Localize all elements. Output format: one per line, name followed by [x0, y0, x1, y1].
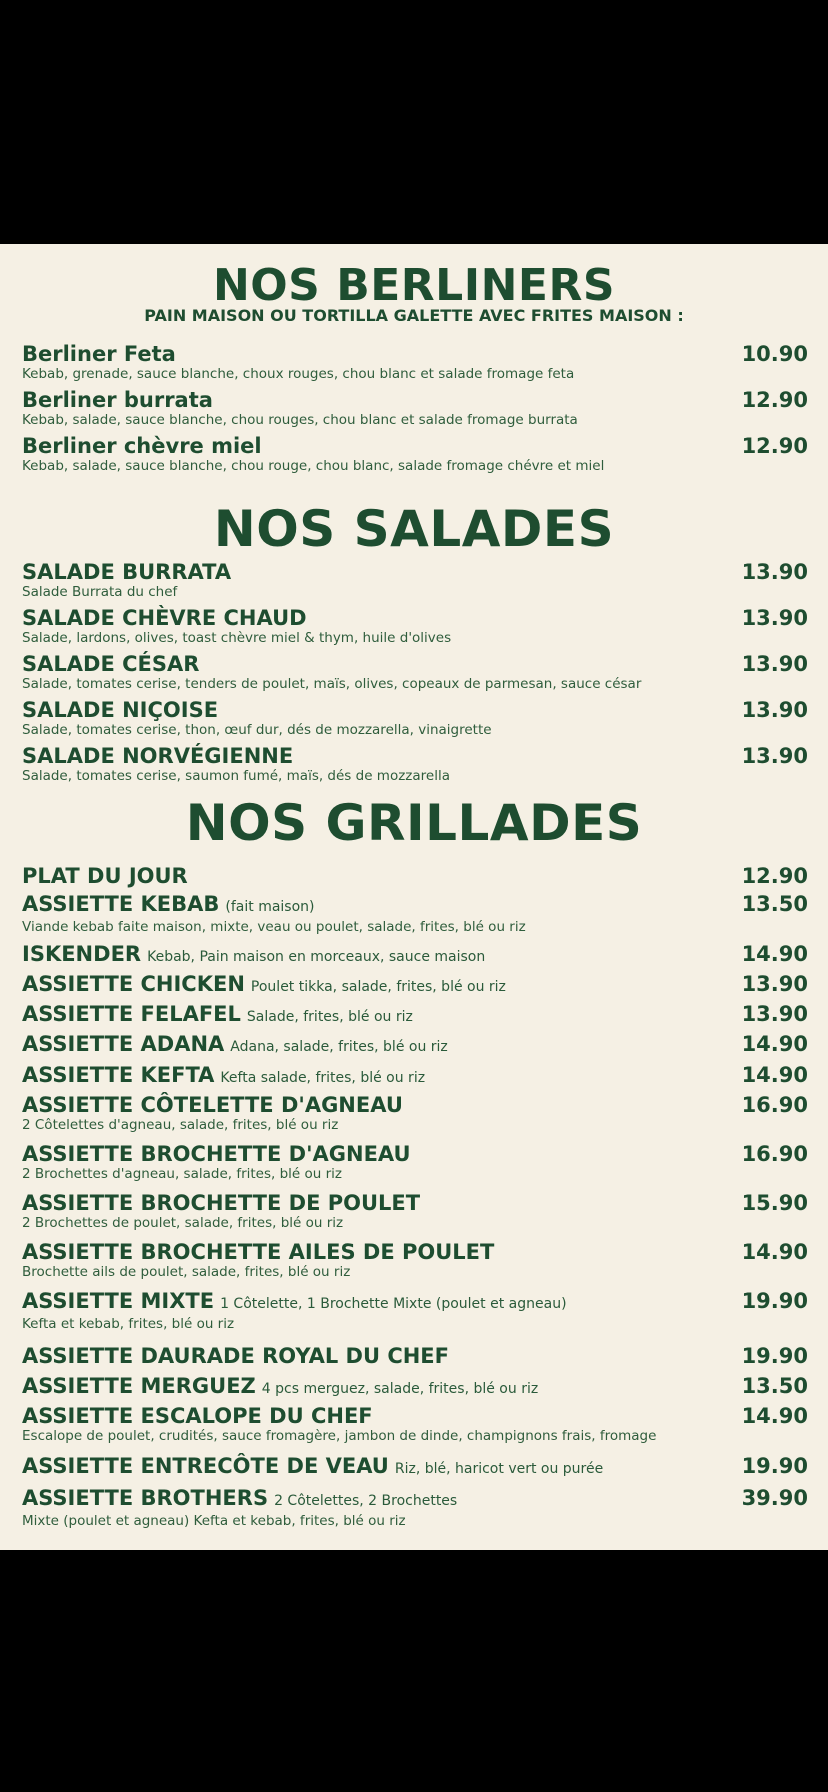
item-price: 14.90	[741, 1404, 808, 1428]
item-price: 13.90	[741, 698, 808, 722]
item-name-text: ISKENDER	[22, 942, 142, 966]
item-description: Kebab, salade, sauce blanche, chou rouges, chou blanc et salade fromage burrata	[22, 412, 578, 428]
item-price: 19.90	[741, 1344, 808, 1368]
item-name	[22, 1240, 808, 1264]
item-inline-note: 1 Côtelette, 1 Brochette Mixte (poulet et agneau)	[220, 1296, 567, 1312]
item-description: Brochette ails de poulet, salade, frites, blé ou riz	[22, 1264, 351, 1280]
item-name	[22, 1454, 808, 1481]
item-name-text: ASSIETTE CÔTELETTE D'AGNEAU	[22, 1093, 403, 1117]
item-price: 13.50	[741, 1374, 808, 1398]
item-name-text: PLAT DU JOUR	[22, 864, 188, 888]
item-price: 13.90	[741, 560, 808, 584]
item-name-text: ASSIETTE KEFTA	[22, 1063, 215, 1087]
item-price: 14.90	[741, 1240, 808, 1264]
menu-item	[22, 1002, 808, 1029]
menu-item	[22, 1093, 808, 1134]
menu-item	[22, 652, 808, 693]
item-price: 16.90	[741, 1142, 808, 1166]
item-name	[22, 1063, 808, 1090]
menu-item	[22, 560, 808, 601]
item-name-text: ASSIETTE BROCHETTE D'AGNEAU	[22, 1142, 411, 1166]
item-inline-note: 4 pcs merguez, salade, frites, blé ou riz	[261, 1381, 539, 1397]
menu-item	[22, 606, 808, 647]
item-name-text: ASSIETTE BROCHETTE DE POULET	[22, 1191, 421, 1215]
menu-item	[22, 342, 808, 383]
item-price: 12.90	[741, 388, 808, 412]
menu-item	[22, 744, 808, 785]
item-inline-note: Riz, blé, haricot vert ou purée	[394, 1461, 604, 1477]
item-price: 39.90	[741, 1486, 808, 1510]
item-price: 13.50	[741, 892, 808, 916]
item-name: SALADE BURRATA	[22, 560, 232, 584]
item-inline-note: Adana, salade, frites, blé ou riz	[230, 1039, 448, 1055]
item-name-text: ASSIETTE CHICKEN	[22, 972, 245, 996]
item-price: 13.90	[741, 1002, 808, 1026]
menu-card	[0, 244, 828, 1550]
item-name	[22, 1002, 808, 1029]
item-description: Kebab, salade, sauce blanche, chou rouge, chou blanc, salade fromage chévre et miel	[22, 458, 605, 474]
menu-item	[22, 1404, 808, 1445]
item-name-text: ASSIETTE DAURADE ROYAL DU CHEF	[22, 1344, 449, 1368]
item-description: 2 Brochettes d'agneau, salade, frites, blé ou riz	[22, 1166, 343, 1182]
item-name	[22, 1289, 808, 1316]
item-name: SALADE NORVÉGIENNE	[22, 744, 294, 768]
item-name	[22, 1344, 808, 1368]
section-title-salades: NOS SALADES	[213, 500, 615, 558]
item-name: Berliner Feta	[22, 342, 176, 366]
menu-item	[22, 972, 808, 999]
item-description: 2 Brochettes de poulet, salade, frites, blé ou riz	[22, 1215, 344, 1231]
item-name-text: ASSIETTE ENTRECÔTE DE VEAU	[22, 1454, 389, 1478]
item-name-text: ASSIETTE ESCALOPE DU CHEF	[22, 1404, 373, 1428]
item-description: Salade, tomates cerise, thon, œuf dur, dés de mozzarella, vinaigrette	[22, 722, 492, 738]
item-name	[22, 864, 808, 888]
menu-item	[22, 1142, 808, 1183]
item-price: 10.90	[741, 342, 808, 366]
menu-item	[22, 1240, 808, 1281]
item-price: 14.90	[741, 1032, 808, 1056]
item-description: Kefta et kebab, frites, blé ou riz	[22, 1316, 235, 1332]
menu-item	[22, 698, 808, 739]
item-price: 15.90	[741, 1191, 808, 1215]
item-description: Salade, lardons, olives, toast chèvre miel & thym, huile d'olives	[22, 630, 452, 646]
item-price: 19.90	[741, 1289, 808, 1313]
item-price: 14.90	[741, 1063, 808, 1087]
menu-item	[22, 434, 808, 475]
menu-item	[22, 864, 808, 888]
item-name	[22, 1142, 808, 1166]
menu-item	[22, 388, 808, 429]
item-name	[22, 1404, 808, 1428]
item-name	[22, 1374, 808, 1401]
item-name-text: ASSIETTE FELAFEL	[22, 1002, 241, 1026]
item-name-text: ASSIETTE KEBAB	[22, 892, 220, 916]
section-title-berliners: NOS BERLINERS	[212, 260, 616, 311]
item-name: Berliner chèvre miel	[22, 434, 262, 458]
item-name	[22, 942, 808, 969]
item-name: Berliner burrata	[22, 388, 213, 412]
item-description: Salade Burrata du chef	[22, 584, 178, 600]
item-price: 13.90	[741, 744, 808, 768]
menu-item	[22, 892, 808, 936]
item-name-text: ASSIETTE BROCHETTE AILES DE POULET	[22, 1240, 495, 1264]
section-title-grillades: NOS GRILLADES	[185, 794, 643, 852]
menu-item	[22, 1454, 808, 1481]
item-name	[22, 972, 808, 999]
item-name-text: ASSIETTE BROTHERS	[22, 1486, 269, 1510]
item-description: Kebab, grenade, sauce blanche, choux rouges, chou blanc et salade fromage feta	[22, 366, 575, 382]
menu-item	[22, 1486, 808, 1530]
item-description: Salade, tomates cerise, saumon fumé, maïs, dés de mozzarella	[22, 768, 450, 784]
item-price: 13.90	[741, 652, 808, 676]
item-name: SALADE NIÇOISE	[22, 698, 219, 722]
item-name	[22, 1486, 808, 1513]
item-price: 13.90	[741, 606, 808, 630]
menu-item	[22, 1032, 808, 1059]
item-price: 12.90	[741, 864, 808, 888]
item-name	[22, 1191, 808, 1215]
item-price: 16.90	[741, 1093, 808, 1117]
item-description: Escalope de poulet, crudités, sauce fromagère, jambon de dinde, champignons frais, fromage	[22, 1428, 657, 1444]
item-name-text: ASSIETTE MIXTE	[22, 1289, 215, 1313]
item-name: SALADE CHÈVRE CHAUD	[22, 606, 307, 630]
item-name-text: ASSIETTE MERGUEZ	[22, 1374, 256, 1398]
item-inline-note: 2 Côtelettes, 2 Brochettes	[274, 1493, 458, 1509]
item-price: 13.90	[741, 972, 808, 996]
item-name-text: ASSIETTE ADANA	[22, 1032, 225, 1056]
menu-item	[22, 1344, 808, 1368]
item-description: Viande kebab faite maison, mixte, veau ou poulet, salade, frites, blé ou riz	[22, 919, 526, 935]
item-inline-note: (fait maison)	[225, 899, 315, 915]
item-price: 12.90	[741, 434, 808, 458]
item-name	[22, 892, 808, 919]
item-price: 19.90	[741, 1454, 808, 1478]
menu-item	[22, 1191, 808, 1232]
menu-item	[22, 1063, 808, 1090]
section-subtitle-berliners: PAIN MAISON OU TORTILLA GALETTE AVEC FRITES MAISON :	[144, 306, 684, 325]
item-name	[22, 1032, 808, 1059]
item-description: Mixte (poulet et agneau) Kefta et kebab, frites, blé ou riz	[22, 1513, 406, 1529]
item-name: SALADE CÉSAR	[22, 652, 200, 676]
item-name	[22, 1093, 808, 1117]
item-price: 14.90	[741, 942, 808, 966]
item-inline-note: Kefta salade, frites, blé ou riz	[220, 1070, 426, 1086]
item-description: 2 Côtelettes d'agneau, salade, frites, blé ou riz	[22, 1117, 339, 1133]
menu-item	[22, 1289, 808, 1333]
menu-item	[22, 1374, 808, 1401]
item-inline-note: Salade, frites, blé ou riz	[246, 1009, 413, 1025]
item-inline-note: Poulet tikka, salade, frites, blé ou riz	[250, 979, 506, 995]
item-inline-note: Kebab, Pain maison en morceaux, sauce maison	[147, 949, 486, 965]
item-description: Salade, tomates cerise, tenders de poulet, maïs, olives, copeaux de parmesan, sauce césar	[22, 676, 642, 692]
menu-item	[22, 942, 808, 969]
